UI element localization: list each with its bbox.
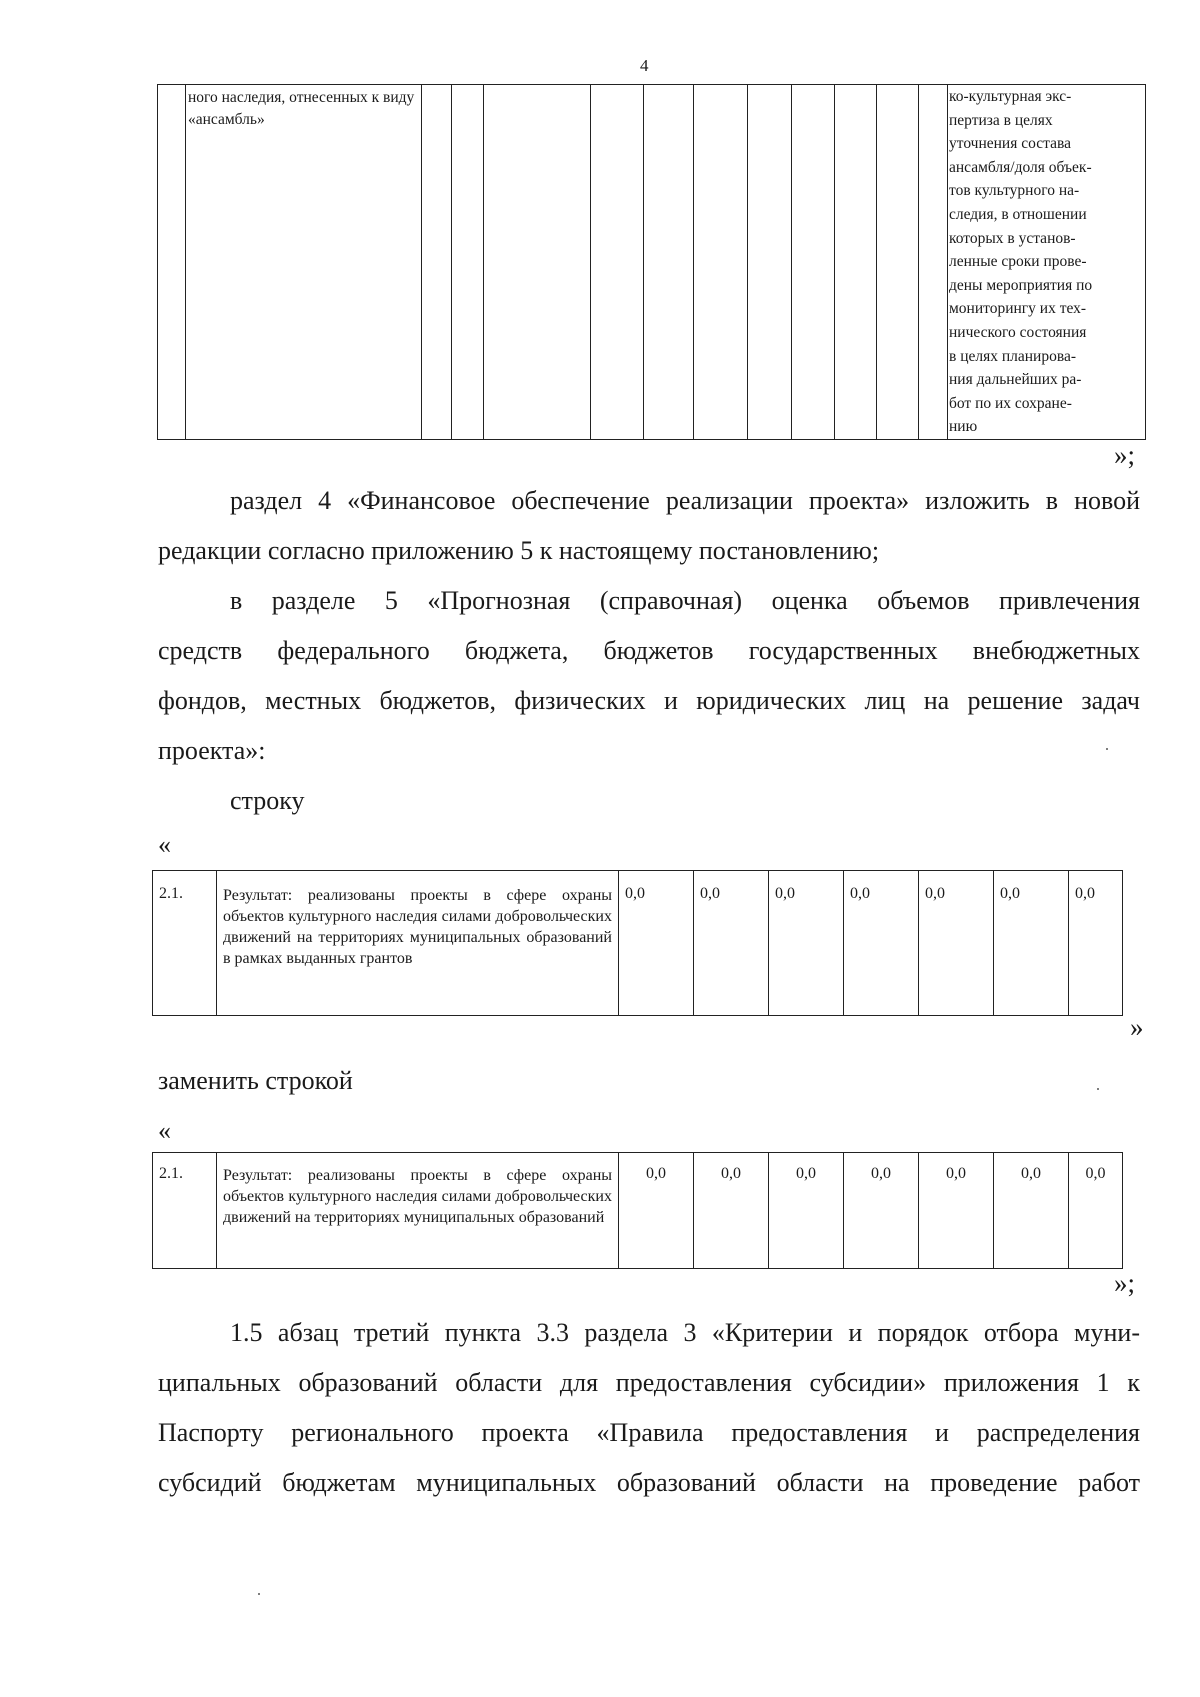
description-line: нию: [949, 418, 978, 436]
value-cell: 0,0: [844, 871, 919, 1016]
description-line: мониторингу их тех-: [949, 300, 1087, 318]
value-cell: 0,0: [844, 1153, 919, 1269]
label-stroku: строку: [230, 786, 305, 815]
description-line: тов культурного на-: [949, 182, 1080, 200]
old-row-table: [152, 870, 1123, 1016]
object-type-text: ного наследия, отнесенных к виду «ансамбль»: [188, 89, 415, 128]
value-cell: 0,0: [994, 1153, 1069, 1269]
value-cell: 0,0: [919, 871, 994, 1016]
table-cell: [792, 85, 835, 440]
description-line: дены мероприятия по: [949, 276, 1093, 294]
row-description: Результат: реализованы проекты в сфере охраны объектов культурного наследия силами добровольческих движений на территориях муниципальных образований: [217, 1153, 619, 1269]
table-cell: [644, 85, 694, 440]
table-cell: [748, 85, 792, 440]
description-line: в целях планирова-: [949, 347, 1077, 365]
table-cell: [452, 85, 484, 440]
opening-quote: «: [158, 1116, 171, 1145]
closing-quote: »;: [1114, 1268, 1136, 1298]
value-cell: 0,0: [769, 871, 844, 1016]
description-line: нического состояния: [949, 323, 1087, 341]
table-cell: [694, 85, 748, 440]
table-cell-object-type: [186, 85, 422, 440]
description-line: ния дальнейших ра-: [949, 371, 1082, 389]
description-line: ко-культурная экс-: [949, 88, 1072, 105]
paragraph-section-5-line-1: в разделе 5 «Прогнозная (справочная) оценка объемов привлечения: [230, 586, 1140, 615]
description-line: бот по их сохране-: [949, 394, 1072, 412]
paragraph-section-5-line-4: проекта»:: [158, 736, 266, 765]
scan-speck: [1106, 748, 1108, 750]
value-cell: 0,0: [769, 1153, 844, 1269]
table-cell: [919, 85, 948, 440]
value-cell: 0,0: [619, 871, 694, 1016]
description-text: [948, 85, 1145, 439]
description-line: ансамбля/доля объек-: [949, 158, 1092, 176]
value-cell: 0,0: [1069, 1153, 1123, 1269]
opening-quote: «: [158, 830, 171, 859]
table-cell: [591, 85, 644, 440]
continuation-table: [157, 84, 1146, 440]
value-cell: 0,0: [619, 1153, 694, 1269]
table-cell: [835, 85, 877, 440]
closing-quote: »;: [1114, 440, 1136, 470]
row-number: 2.1.: [153, 871, 217, 1016]
row-number: 2.1.: [153, 1153, 217, 1269]
description-line: которых в установ-: [949, 229, 1076, 247]
label-zamenit-strokoy: заменить строкой: [158, 1066, 353, 1095]
paragraph-1-5-line-4: субсидий бюджетам муниципальных образований области на проведение работ: [158, 1468, 1140, 1497]
description-line: уточнения состава: [949, 135, 1071, 153]
description-line: пертиза в целях: [949, 111, 1053, 129]
value-cell: 0,0: [694, 1153, 769, 1269]
scan-speck: [258, 1593, 260, 1595]
scan-speck: [1097, 1088, 1099, 1090]
new-row-table: [152, 1152, 1123, 1269]
value-cell: 0,0: [694, 871, 769, 1016]
value-cell: 0,0: [919, 1153, 994, 1269]
description-line: ленные сроки прове-: [949, 253, 1087, 271]
table-cell: [877, 85, 919, 440]
paragraph-1-5-line-2: ципальных образований области для предоставления субсидии» приложения 1 к: [158, 1368, 1140, 1397]
paragraph-1-5-line-1: 1.5 абзац третий пункта 3.3 раздела 3 «Критерии и порядок отбора муни-: [230, 1318, 1140, 1347]
page-number: 4: [640, 56, 649, 75]
paragraph-1-5-line-3: Паспорту регионального проекта «Правила предоставления и распределения: [158, 1418, 1140, 1447]
table-cell: [484, 85, 591, 440]
paragraph-section-4-line-2: редакции согласно приложению 5 к настоящему постановлению;: [158, 536, 880, 565]
table-cell: [158, 85, 186, 440]
closing-quote: »: [1130, 1012, 1144, 1042]
table-cell-description: [948, 85, 1146, 440]
paragraph-section-5-line-3: фондов, местных бюджетов, физических и юридических лиц на решение задач: [158, 686, 1140, 715]
value-cell: 0,0: [994, 871, 1069, 1016]
paragraph-section-5-line-2: средств федерального бюджета, бюджетов государственных внебюджетных: [158, 636, 1140, 665]
paragraph-section-4-line-1: раздел 4 «Финансовое обеспечение реализации проекта» изложить в новой: [230, 486, 1140, 515]
value-cell: 0,0: [1069, 871, 1123, 1016]
table-cell: [422, 85, 452, 440]
description-line: следия, в отношении: [949, 205, 1087, 223]
row-description: Результат: реализованы проекты в сфере охраны объектов культурного наследия силами добровольческих движений на территориях муниципальных образований в рамках выданных грантов: [217, 871, 619, 1016]
